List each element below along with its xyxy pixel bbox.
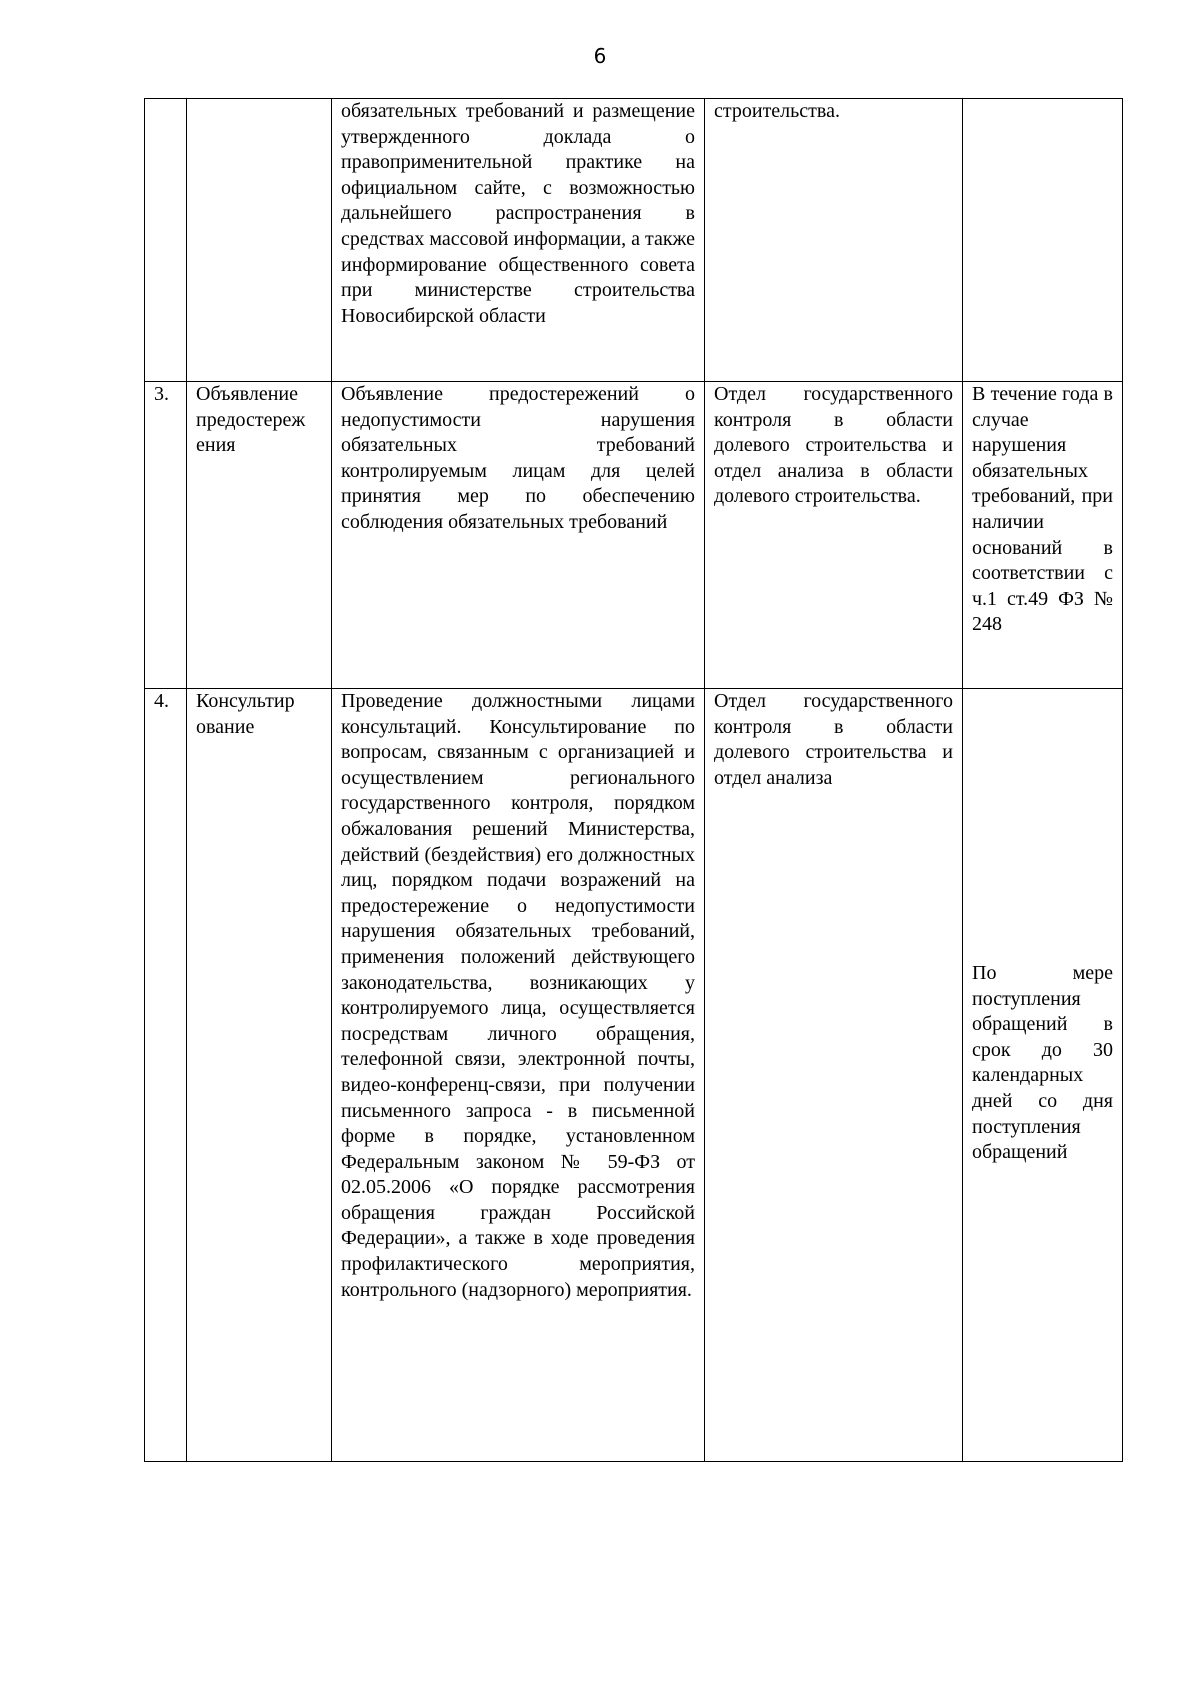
measures-table <box>144 98 1123 1462</box>
measure-name-cell: Объявление предостереж ения <box>187 382 332 689</box>
measure-name-cell: Консультир ование <box>187 689 332 1462</box>
row-number-cell <box>145 99 187 382</box>
measure-name-cell <box>187 99 332 382</box>
responsible-cell: Отдел государственного контроля в области долевого строительства и отдел анализа в области долевого строительства. <box>705 382 963 689</box>
table-row <box>145 99 1123 382</box>
row-number-cell: 3. <box>145 382 187 689</box>
table-row <box>145 382 1123 689</box>
timing-text: По мере поступления обращений в срок до 30 календарных дней со дня поступления обращений <box>972 962 1113 1164</box>
table-row <box>145 689 1123 1462</box>
responsible-cell: Отдел государственного контроля в области долевого строительства и отдел анализа <box>705 689 963 1462</box>
measure-content-cell: Объявление предостережений о недопустимости нарушения обязательных требований контролируемым лицам для целей принятия мер по обеспечению соблюдения обязательных требований <box>332 382 705 689</box>
measure-content-cell: обязательных требований и размещение утвержденного доклада о правоприменительной практике на официальном сайте, с возможностью дальнейшего распространения в средствах массовой информации, а также информирование общественного совета при министерстве строительства Новосибирской области <box>332 99 705 382</box>
responsible-cell: строительства. <box>705 99 963 382</box>
timing-cell <box>963 689 1123 1462</box>
measure-content-cell: Проведение должностными лицами консультаций. Консультирование по вопросам, связанным с организацией и осуществлением регионального государственного контроля, порядком обжалования решений Министерства, действий (бездействия) его должностных лиц, порядком подачи возражений на предостережение о недопустимости нарушения обязательных требований, применения положений действующего законодательства, возникающих у контролируемого лица, осуществляется посредствам личного обращения, телефонной связи, электронной почты, видео-конференц-связи, при получении письменного запроса - в письменной форме в порядке, установленном Федеральным законом № 59-ФЗ от 02.05.2006 «О порядке рассмотрения обращения граждан Российской Федерации», а также в ходе проведения профилактического мероприятия, контрольного (надзорного) мероприятия. <box>332 689 705 1462</box>
row-number-cell: 4. <box>145 689 187 1462</box>
timing-cell: В течение года в случае нарушения обязательных требований, при наличии оснований в соответствии с ч.1 ст.49 ФЗ № 248 <box>963 382 1123 689</box>
page-number: 6 <box>593 44 607 68</box>
timing-cell <box>963 99 1123 382</box>
